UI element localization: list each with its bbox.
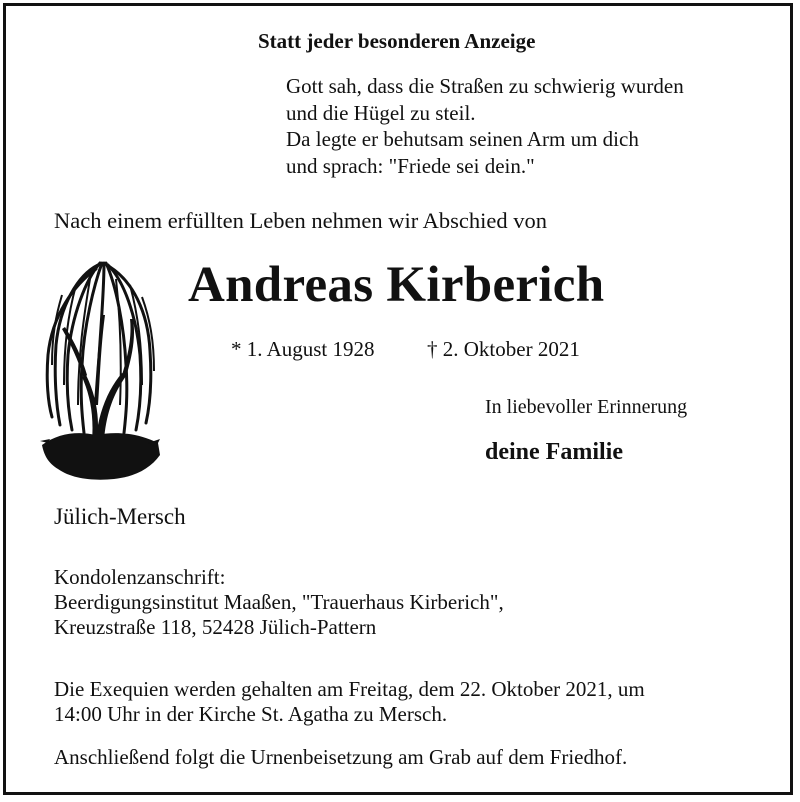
- exequien-line: 14:00 Uhr in der Kirche St. Agatha zu Mersch.: [54, 702, 448, 726]
- memory-line: In liebevoller Erinnerung: [485, 396, 688, 418]
- poem: [286, 73, 684, 179]
- headline: Statt jeder besonderen Anzeige: [258, 29, 536, 53]
- intro-text: Nach einem erfüllten Leben nehmen wir Abschied von: [54, 208, 547, 233]
- address-line: Kreuzstraße 118, 52428 Jülich-Pattern: [54, 615, 377, 639]
- place-name: Jülich-Mersch: [54, 504, 186, 529]
- birth-date: * 1. August 1928: [231, 337, 375, 361]
- poem-line: Gott sah, dass die Straßen zu schwierig wurden: [286, 74, 684, 98]
- address-line: Kondolenzanschrift:: [54, 565, 226, 589]
- death-date: † 2. Oktober 2021: [427, 337, 580, 361]
- weeping-willow-icon: [38, 255, 162, 487]
- condolence-address: [54, 565, 504, 640]
- deceased-name: Andreas Kirberich: [188, 257, 605, 313]
- poem-line: und die Hügel zu steil.: [286, 100, 476, 125]
- poem-line: und sprach: "Friede sei dein.": [286, 153, 535, 178]
- address-line: Beerdigungsinstitut Maaßen, "Trauerhaus Kirberich",: [54, 590, 504, 614]
- exequien-info: [54, 677, 645, 727]
- poem-line: Da legte er behutsam seinen Arm um dich: [286, 127, 639, 151]
- burial-info: Anschließend folgt die Urnenbeisetzung am Grab auf dem Friedhof.: [54, 745, 628, 769]
- exequien-line: Die Exequien werden gehalten am Freitag, dem 22. Oktober 2021, um: [54, 677, 645, 701]
- family-signature: deine Familie: [485, 439, 623, 465]
